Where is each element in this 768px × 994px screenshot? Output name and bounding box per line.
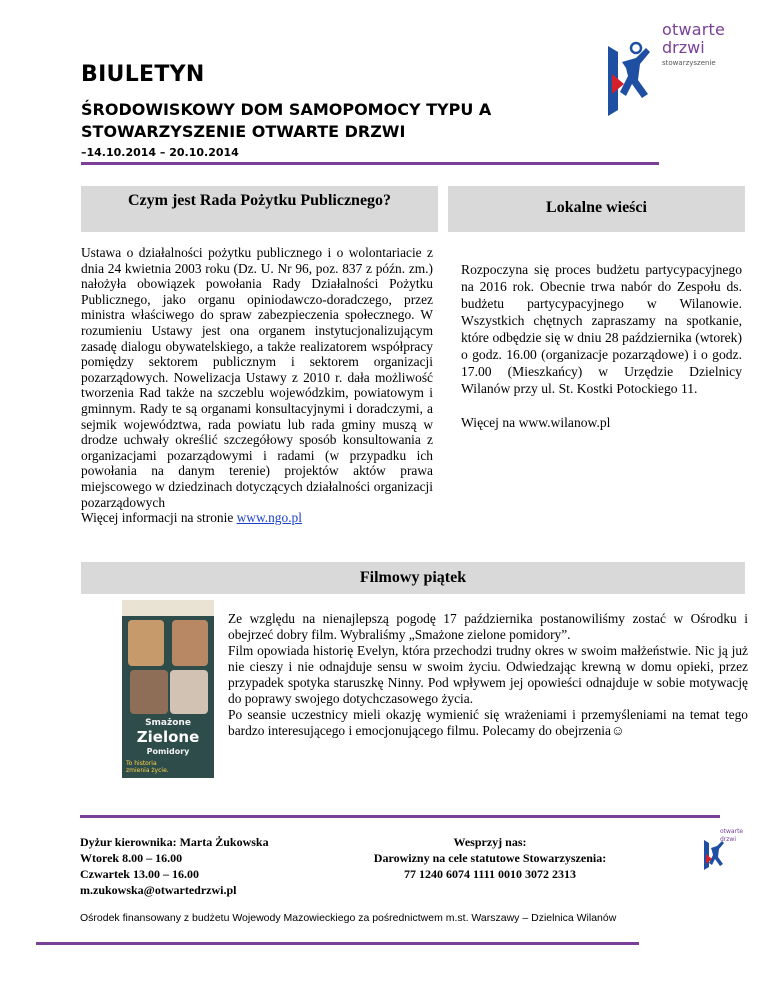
footer-divider-top: [80, 815, 720, 818]
support-title: Wesprzyj nas:: [453, 835, 527, 849]
right-article-text: Rozpoczyna się proces budżetu partycypacyjnego na 2016 rok. Obecnie trwa nabór do Zespołu ds. budżetu partycypacyjnego w Wilanowie. Wszystkich chętnych zapraszamy na spotkanie, które odbędzie się w dniu 28 października (wtorek) o godz. 16.00 (organizacje pozarządowe) i o godz. 17.00 (Mieszkańcy) w Urzędzie Dzielnicy Wilanów przy ul. St. Kostki Potockiego 11.: [461, 262, 742, 396]
duty-hours-thursday: Czwartek 13.00 – 16.00: [80, 867, 199, 881]
left-article-more: [81, 510, 433, 526]
left-article-more-prefix: Więcej informacji na stronie: [81, 510, 237, 526]
header-subtitle-2: STOWARZYSZENIE OTWARTE DRZWI: [81, 122, 406, 141]
page-title: BIULETYN: [81, 62, 205, 87]
poster-face-1: [128, 620, 164, 666]
small-otwarte-drzwi-logo: [700, 826, 744, 872]
funding-note: Ośrodek finansowany z budżetu Wojewody Mazowieckiego za pośrednictwem m.st. Warszawy – Dzielnica Wilanów: [80, 912, 617, 924]
logo-word-stowarzyszenie: stowarzyszenie: [662, 59, 716, 67]
otwarte-drzwi-logo: [622, 18, 726, 118]
left-article-title-box: [81, 186, 438, 232]
right-article-title: Lokalne wieści: [546, 199, 647, 216]
film-title-box: [81, 562, 745, 594]
left-article-text: Ustawa o działalności pożytku publicznego i o wolontariacie z dnia 24 kwietnia 2003 roku (Dz. U. Nr 96, poz. 837 z późn. zm.) nałożyła obowiązek powołania Rady Działalności Pożytku Publicznego, jako organu opiniodawczo-doradczego, przez ministra właściwego do spraw zabezpieczenia społecznego. W rozumieniu Ustawy jest ona organem instytucjonalizującym zasadę dialogu obywatelskiego, a także realizatorem współpracy pomiędzy sektorem publicznym i sektorem organizacji pozarządowych. Nowelizacja Ustawy z 2010 r. dała możliwość tworzenia Rad także na szczeblu wojewódzkim, powiatowym i gminnym. Rady te są organami konsultacyjnymi i doradczymi, a sejmik województwa, rada powiatu lub rada gminy muszą w drodze uchwały określić szczegółowy sposób konsultowania z organizacjami pozarządowymi i radami (w przypadku ich powołania na danym terenie) projektów aktów prawa miejscowego w dziedzinach dotyczących działalności organizacji pozarządowych: [81, 245, 433, 510]
logo-word-drzwi: drzwi: [662, 38, 705, 57]
poster-face-2: [172, 620, 208, 666]
right-article-body: [461, 261, 742, 431]
header-divider: [81, 162, 659, 165]
duty-hours-tuesday: Wtorek 8.00 – 16.00: [80, 851, 183, 865]
duty-email: m.zukowska@otwartedrzwi.pl: [80, 883, 237, 897]
small-logo-word-2: drzwi: [720, 836, 736, 843]
small-logo-word-1: otwarte: [720, 828, 744, 835]
left-article-body: [81, 245, 433, 526]
poster-credits-band: [122, 600, 214, 616]
film-article-body: [228, 611, 748, 739]
manager-duty-info: [80, 834, 320, 898]
header-date-range: –14.10.2014 – 20.10.2014: [81, 146, 239, 159]
footer-divider-bottom: [36, 942, 639, 945]
film-paragraph-3: Po seansie uczestnicy mieli okazję wymienić się wrażeniami i przemyśleniami na temat tego bardzo interesującego i emocjonującego filmu. Polecamy do obejrzenia☺: [228, 707, 748, 738]
poster-tagline: To historia zmienia życie.: [126, 760, 169, 774]
poster-title-mid: Zielone: [136, 728, 200, 746]
poster-title-top: Smażone: [145, 718, 191, 728]
left-article-title: Czym jest Rada Pożytku Publicznego?: [127, 192, 392, 209]
film-paragraph-2: Film opowiada historię Evelyn, która przechodzi trudny okres w swoim małżeństwie. Nic ją już nie cieszy i nie odnajduje sensu w swoim życiu. Odwiedzając krewną w domu opieki, przez przypadek spotyka staruszkę Ninny. Pod wpływem jej opowieści odnajduje w sobie motywację do poprawy swojego dotychczasowego życia.: [228, 643, 748, 706]
poster-face-4: [170, 670, 208, 714]
right-article-more: Więcej na www.wilanow.pl: [461, 415, 611, 430]
film-paragraph-1: Ze względu na nienajlepszą pogodę 17 października postanowiliśmy zostać w Ośrodku i obejrzeć dobry film. Wybraliśmy „Smażone zielone pomidory”.: [228, 611, 748, 642]
support-info: [345, 834, 635, 882]
poster-face-3: [130, 670, 168, 714]
support-donations: Darowizny na cele statutowe Stowarzyszenia:: [373, 851, 607, 865]
duty-title: Dyżur kierownika: Marta Żukowska: [80, 835, 269, 849]
ngo-link[interactable]: www.ngo.pl: [236, 510, 302, 526]
poster-title-bot: Pomidory: [146, 747, 190, 756]
header-subtitle-1: ŚRODOWISKOWY DOM SAMOPOMOCY TYPU A: [81, 100, 492, 119]
film-poster-image: [122, 600, 214, 778]
right-article-title-box: [448, 186, 745, 232]
film-section-title: Filmowy piątek: [359, 569, 467, 586]
support-account-number: 77 1240 6074 1111 0010 3072 2313: [403, 867, 576, 881]
logo-word-otwarte: otwarte: [662, 20, 726, 39]
